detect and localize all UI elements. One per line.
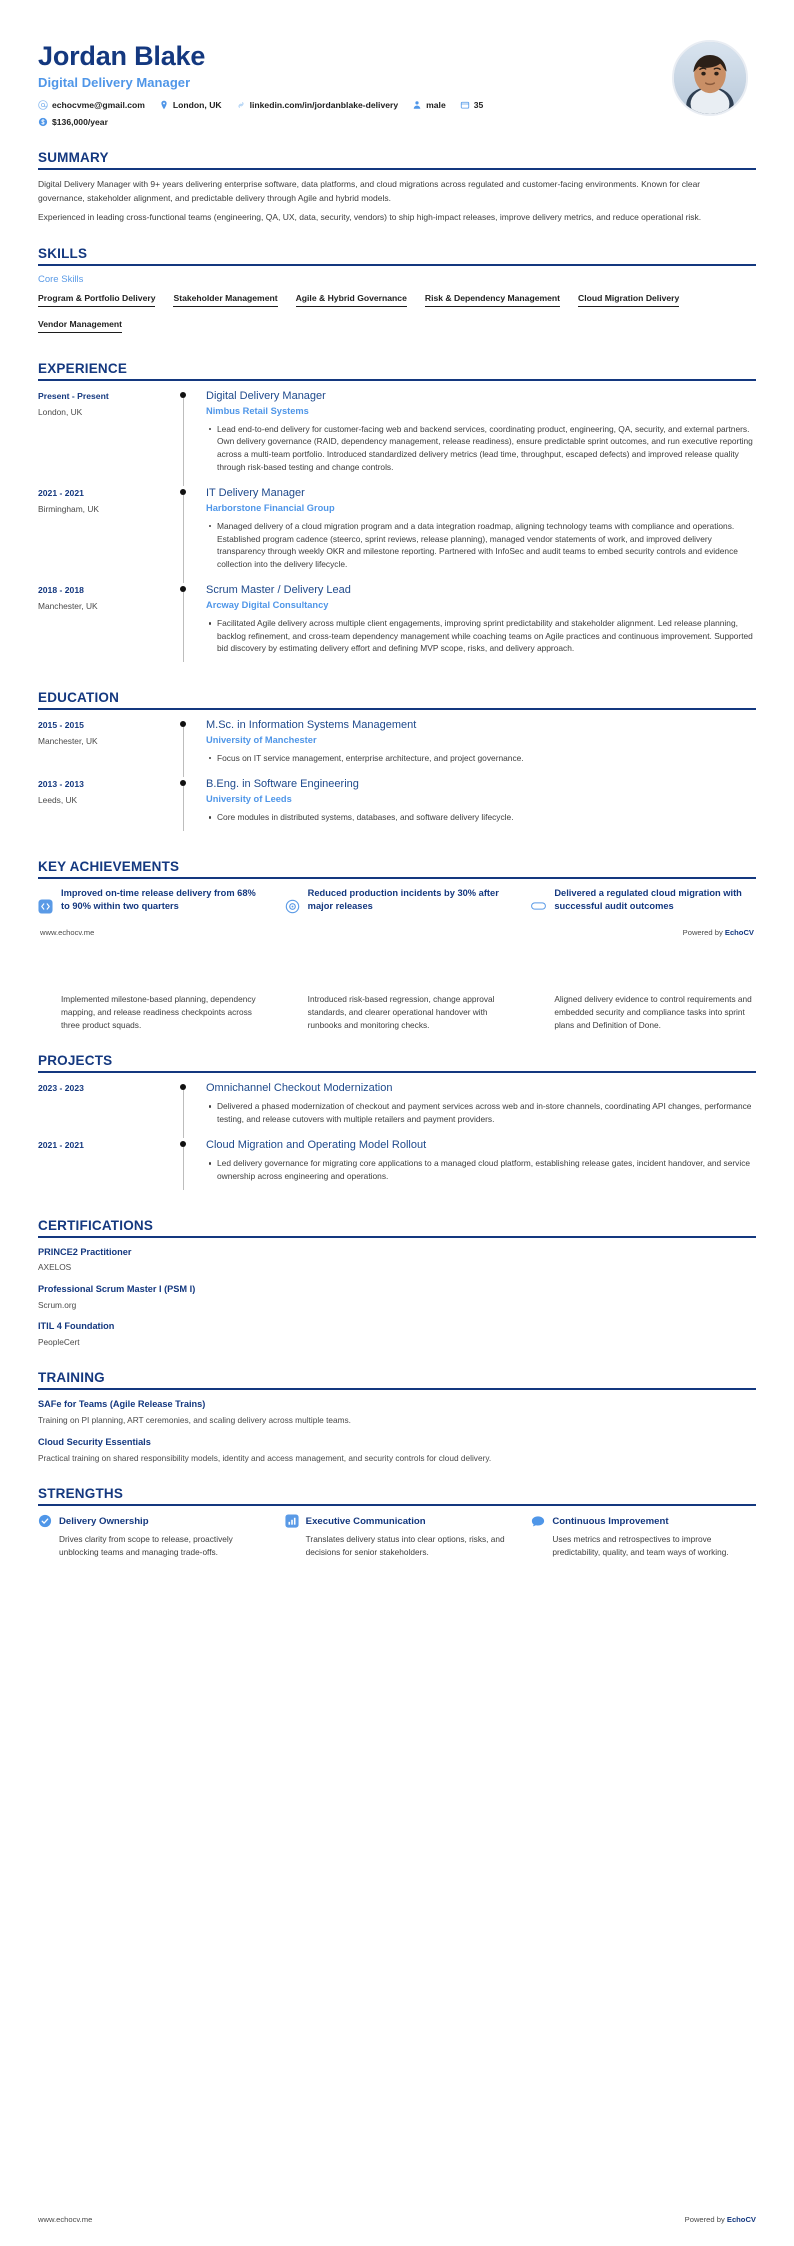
- strengths-grid: [38, 1514, 756, 1559]
- experience-entry: [38, 583, 756, 668]
- strength-description: Drives clarity from scope to release, proactively unblocking teams and managing trade-offs.: [59, 1534, 233, 1557]
- section-divider: [38, 877, 756, 879]
- certification-item: [38, 1283, 756, 1311]
- skills-group-label: Core Skills: [38, 273, 84, 285]
- project-entry: [38, 1081, 756, 1138]
- timeline-marker: [176, 583, 204, 668]
- bullet-item: Lead end-to-end delivery for customer-facing web and backend services, coordinating product, engineering, QA, security, and external partners. Own delivery governance (RAID, dependency management, release readiness), ensure predictable sprint outcomes, and run executive reporting across a multi-team portfolio. Introduced standardized delivery metrics (lead time, throughput, escaped defects) and improved release quality through risk-based testing and change controls.: [217, 423, 756, 473]
- skill-item: Vendor Management: [38, 317, 122, 333]
- certification-name: ITIL 4 Foundation: [38, 1321, 115, 1332]
- contact-linkedin-text: linkedin.com/in/jordanblake-delivery: [249, 99, 399, 110]
- entry-bullets: [206, 752, 756, 765]
- skill-item: Risk & Dependency Management: [425, 291, 560, 307]
- achievement-title: Reduced production incidents by 30% after major releases: [307, 887, 499, 912]
- entry-date-block: [38, 583, 176, 668]
- link-icon: [236, 100, 246, 110]
- bullet-item: Led delivery governance for migrating core applications to a managed cloud platform, establishing release gates, incident handover, and service ownership across engineering and operations.: [217, 1157, 756, 1182]
- salary-icon: [38, 117, 48, 127]
- entry-dates: Present - Present: [38, 390, 109, 401]
- certification-name: Professional Scrum Master I (PSM I): [38, 1283, 196, 1294]
- entry-body: [204, 486, 756, 583]
- strength-description: Translates delivery status into clear options, risks, and decisions for senior stakeholders.: [305, 1534, 505, 1557]
- section-title-skills: SKILLS: [38, 245, 88, 261]
- section-projects: [38, 1053, 756, 1195]
- footer-brand: Powered by EchoCV: [682, 927, 754, 937]
- certification-item: [38, 1246, 756, 1274]
- footer-website[interactable]: www.echocv.me: [40, 927, 95, 937]
- education-entry: [38, 718, 756, 777]
- entry-location: Manchester, UK: [38, 601, 98, 612]
- entry-date-block: [38, 389, 176, 486]
- achievement-item: [38, 887, 263, 914]
- summary-paragraph: Digital Delivery Manager with 9+ years delivering enterprise software, data platforms, and cloud migrations across regulated and customer-facing environments. Known for clear governance, stakeholder alignment, and predictable delivery through Agile and hybrid models.: [38, 179, 701, 203]
- skill-item: Agile & Hybrid Governance: [296, 291, 407, 307]
- section-training: [38, 1370, 756, 1464]
- entry-bullets: [206, 423, 756, 473]
- skill-item: Stakeholder Management: [173, 291, 277, 307]
- education-entry: [38, 777, 756, 836]
- gear-icon: [285, 899, 300, 914]
- bar-chart-icon: [285, 1514, 299, 1528]
- timeline-marker: [176, 486, 204, 583]
- achievement-item: [531, 887, 756, 914]
- achievement-description: Aligned delivery evidence to control requirements and embedded security and compliance tasks into sprint plans and Definition of Done.: [554, 993, 752, 1030]
- certification-issuer: AXELOS: [38, 1262, 72, 1273]
- training-description: Practical training on shared responsibility models, identity and access management, and security controls for cloud delivery.: [38, 1452, 492, 1463]
- timeline-marker: [176, 1081, 204, 1138]
- header-left: [38, 38, 672, 128]
- section-divider: [38, 1388, 756, 1390]
- entry-date-block: [38, 777, 176, 836]
- achievement-descriptions: [38, 993, 756, 1032]
- section-divider: [38, 1504, 756, 1506]
- certification-name: PRINCE2 Practitioner: [38, 1246, 132, 1257]
- entry-organization: Nimbus Retail Systems: [206, 405, 309, 416]
- section-skills: [38, 246, 756, 339]
- strength-header: [38, 1514, 263, 1528]
- timeline-marker: [176, 1138, 204, 1195]
- entry-body: [204, 1081, 756, 1138]
- section-key-achievements: [38, 859, 756, 1032]
- entry-location: Manchester, UK: [38, 736, 98, 747]
- project-entry: [38, 1138, 756, 1195]
- entry-bullets: [206, 520, 756, 570]
- entry-dates: 2023 - 2023: [38, 1083, 84, 1094]
- contact-location-text: London, UK: [172, 99, 222, 110]
- entry-date-block: [38, 1081, 176, 1138]
- section-title-projects: PROJECTS: [38, 1053, 113, 1069]
- timeline-marker: [176, 718, 204, 777]
- section-strengths: [38, 1486, 756, 1559]
- section-title-summary: SUMMARY: [38, 150, 109, 166]
- achievements-grid: [38, 887, 756, 914]
- entry-role: Digital Delivery Manager: [206, 389, 326, 402]
- cloud-icon: [531, 899, 546, 914]
- section-title-education: EDUCATION: [38, 690, 120, 706]
- speech-bubble-icon: [531, 1514, 545, 1528]
- entry-body: [204, 718, 756, 777]
- project-title: Cloud Migration and Operating Model Rollout: [206, 1139, 427, 1152]
- entry-date-block: [38, 486, 176, 583]
- section-certifications: [38, 1218, 756, 1349]
- avatar: [672, 40, 748, 116]
- entry-organization: Arcway Digital Consultancy: [206, 600, 329, 611]
- certification-item: [38, 1320, 756, 1348]
- page-footer: [38, 2215, 756, 2224]
- contact-salary: [38, 116, 108, 129]
- strength-title: Delivery Ownership: [59, 1515, 149, 1527]
- bullet-item: Delivered a phased modernization of checkout and payment services across web and in-store channels, coordinating API changes, performance testing, and release cutovers with multiple retailers and payment providers.: [217, 1100, 756, 1125]
- contact-age: [460, 99, 484, 112]
- certification-issuer: Scrum.org: [38, 1299, 77, 1310]
- entry-body: [204, 583, 756, 668]
- strength-title: Continuous Improvement: [552, 1515, 669, 1527]
- section-divider: [38, 168, 756, 170]
- training-name: Cloud Security Essentials: [38, 1436, 151, 1447]
- email-icon: [38, 100, 48, 110]
- achievement-item: [285, 887, 510, 914]
- contact-linkedin[interactable]: [236, 99, 399, 112]
- entry-body: [204, 389, 756, 486]
- bullet-item: Managed delivery of a cloud migration program and a data integration roadmap, aligning technology teams with compliance and operations. Established program cadence (steerco, sprint reviews, release planning), managed vendor statements of work, and improved delivery transparency through weekly OKR and milestone reporting. Partnered with InfoSec and audit teams to embed security controls and evidence collection into the delivery lifecycle.: [217, 520, 756, 570]
- entry-location: Leeds, UK: [38, 795, 78, 806]
- strength-header: [531, 1514, 756, 1528]
- contact-age-text: 35: [473, 99, 484, 110]
- achievement-title: Improved on-time release delivery from 68% to 90% within two quarters: [61, 887, 256, 912]
- check-circle-icon: [38, 1514, 52, 1528]
- strength-item: [285, 1514, 510, 1559]
- project-title: Omnichannel Checkout Modernization: [206, 1082, 393, 1095]
- entry-body: [204, 777, 756, 836]
- entry-dates: 2018 - 2018: [38, 585, 84, 596]
- entry-bullets: [206, 1157, 756, 1182]
- training-description: Training on PI planning, ART ceremonies, and scaling delivery across multiple teams.: [38, 1415, 351, 1426]
- section-summary: [38, 150, 756, 224]
- skills-list: [38, 291, 756, 339]
- skill-item: Program & Portfolio Delivery: [38, 291, 155, 307]
- contact-salary-text: $136,000/year: [52, 116, 108, 127]
- entry-dates: 2015 - 2015: [38, 720, 84, 731]
- entry-degree: M.Sc. in Information Systems Management: [206, 719, 417, 732]
- experience-entry: [38, 486, 756, 583]
- section-title-certifications: CERTIFICATIONS: [38, 1217, 154, 1233]
- entry-date-block: [38, 1138, 176, 1195]
- training-name: SAFe for Teams (Agile Release Trains): [38, 1399, 206, 1410]
- contact-location: [159, 99, 222, 112]
- timeline-marker: [176, 389, 204, 486]
- entry-institution: University of Leeds: [206, 794, 292, 805]
- entry-degree: B.Eng. in Software Engineering: [206, 778, 359, 791]
- experience-entry: [38, 389, 756, 486]
- strength-title: Executive Communication: [305, 1515, 426, 1527]
- section-title-achievements: KEY ACHIEVEMENTS: [38, 858, 180, 874]
- contact-gender-text: male: [426, 99, 446, 110]
- entry-bullets: [206, 1100, 756, 1125]
- entry-bullets: [206, 617, 756, 655]
- calendar-icon: [460, 100, 470, 110]
- achievement-description: Implemented milestone-based planning, dependency mapping, and release readiness checkpoints across three product squads.: [61, 993, 256, 1030]
- section-divider: [38, 708, 756, 710]
- section-title-training: TRAINING: [38, 1370, 105, 1386]
- training-item: [38, 1436, 756, 1464]
- entry-dates: 2013 - 2013: [38, 779, 84, 790]
- summary-paragraph: Experienced in leading cross-functional teams (engineering, QA, UX, data, security, vendors) to ship high-impact releases, improve delivery metrics, and reduce operational risk.: [38, 211, 702, 222]
- entry-bullets: [206, 811, 756, 824]
- contact-email[interactable]: [38, 99, 145, 112]
- entry-role: IT Delivery Manager: [206, 487, 305, 500]
- candidate-job-title: Digital Delivery Manager: [38, 74, 191, 90]
- timeline-marker: [176, 777, 204, 836]
- section-education: [38, 690, 756, 837]
- achievement-description: Introduced risk-based regression, change approval standards, and clearer operational handover with runbooks and monitoring checks.: [307, 993, 495, 1030]
- entry-location: Birmingham, UK: [38, 504, 99, 515]
- bullet-item: Facilitated Agile delivery across multiple client engagements, improving sprint predictability and stakeholder alignment. Led release planning, backlog refinement, and cross-team dependency management while coaching teams on Agile practices and continuous improvement. Supported bid discovery by estimating delivery effort and defining MVP scope, risks, and delivery approach.: [217, 617, 756, 655]
- candidate-name: Jordan Blake: [38, 41, 206, 71]
- section-divider: [38, 379, 756, 381]
- resume-header: [38, 30, 756, 128]
- footer-brand: Powered by EchoCV: [684, 2215, 756, 2224]
- section-divider: [38, 264, 756, 266]
- contact-email-text: echocvme@gmail.com: [52, 99, 145, 110]
- section-divider: [38, 1071, 756, 1073]
- contact-gender: [412, 99, 446, 112]
- bullet-item: Core modules in distributed systems, databases, and software delivery lifecycle.: [217, 811, 756, 824]
- code-brackets-icon: [38, 899, 53, 914]
- section-title-strengths: STRENGTHS: [38, 1486, 124, 1502]
- skill-item: Cloud Migration Delivery: [578, 291, 679, 307]
- section-divider: [38, 1236, 756, 1238]
- entry-dates: 2021 - 2021: [38, 488, 84, 499]
- entry-date-block: [38, 718, 176, 777]
- strength-item: [38, 1514, 263, 1559]
- bullet-item: Focus on IT service management, enterprise architecture, and project governance.: [217, 752, 756, 765]
- training-item: [38, 1398, 756, 1426]
- achievement-title: Delivered a regulated cloud migration with successful audit outcomes: [554, 887, 742, 912]
- entry-institution: University of Manchester: [206, 734, 317, 745]
- strength-header: [285, 1514, 510, 1528]
- entry-role: Scrum Master / Delivery Lead: [206, 584, 351, 597]
- footer-website[interactable]: www.echocv.me: [38, 2215, 93, 2224]
- location-pin-icon: [159, 100, 169, 110]
- entry-dates: 2021 - 2021: [38, 1140, 84, 1151]
- person-icon: [412, 100, 422, 110]
- section-title-experience: EXPERIENCE: [38, 360, 128, 376]
- mid-page-footer: [38, 928, 756, 937]
- entry-body: [204, 1138, 756, 1195]
- section-experience: [38, 361, 756, 668]
- entry-organization: Harborstone Financial Group: [206, 503, 335, 514]
- contact-row: [38, 99, 538, 129]
- page-break-gap: [38, 937, 756, 983]
- strength-item: [531, 1514, 756, 1559]
- entry-location: London, UK: [38, 407, 83, 418]
- certification-issuer: PeopleCert: [38, 1337, 80, 1348]
- strength-description: Uses metrics and retrospectives to improve predictability, quality, and team ways of working.: [552, 1534, 729, 1557]
